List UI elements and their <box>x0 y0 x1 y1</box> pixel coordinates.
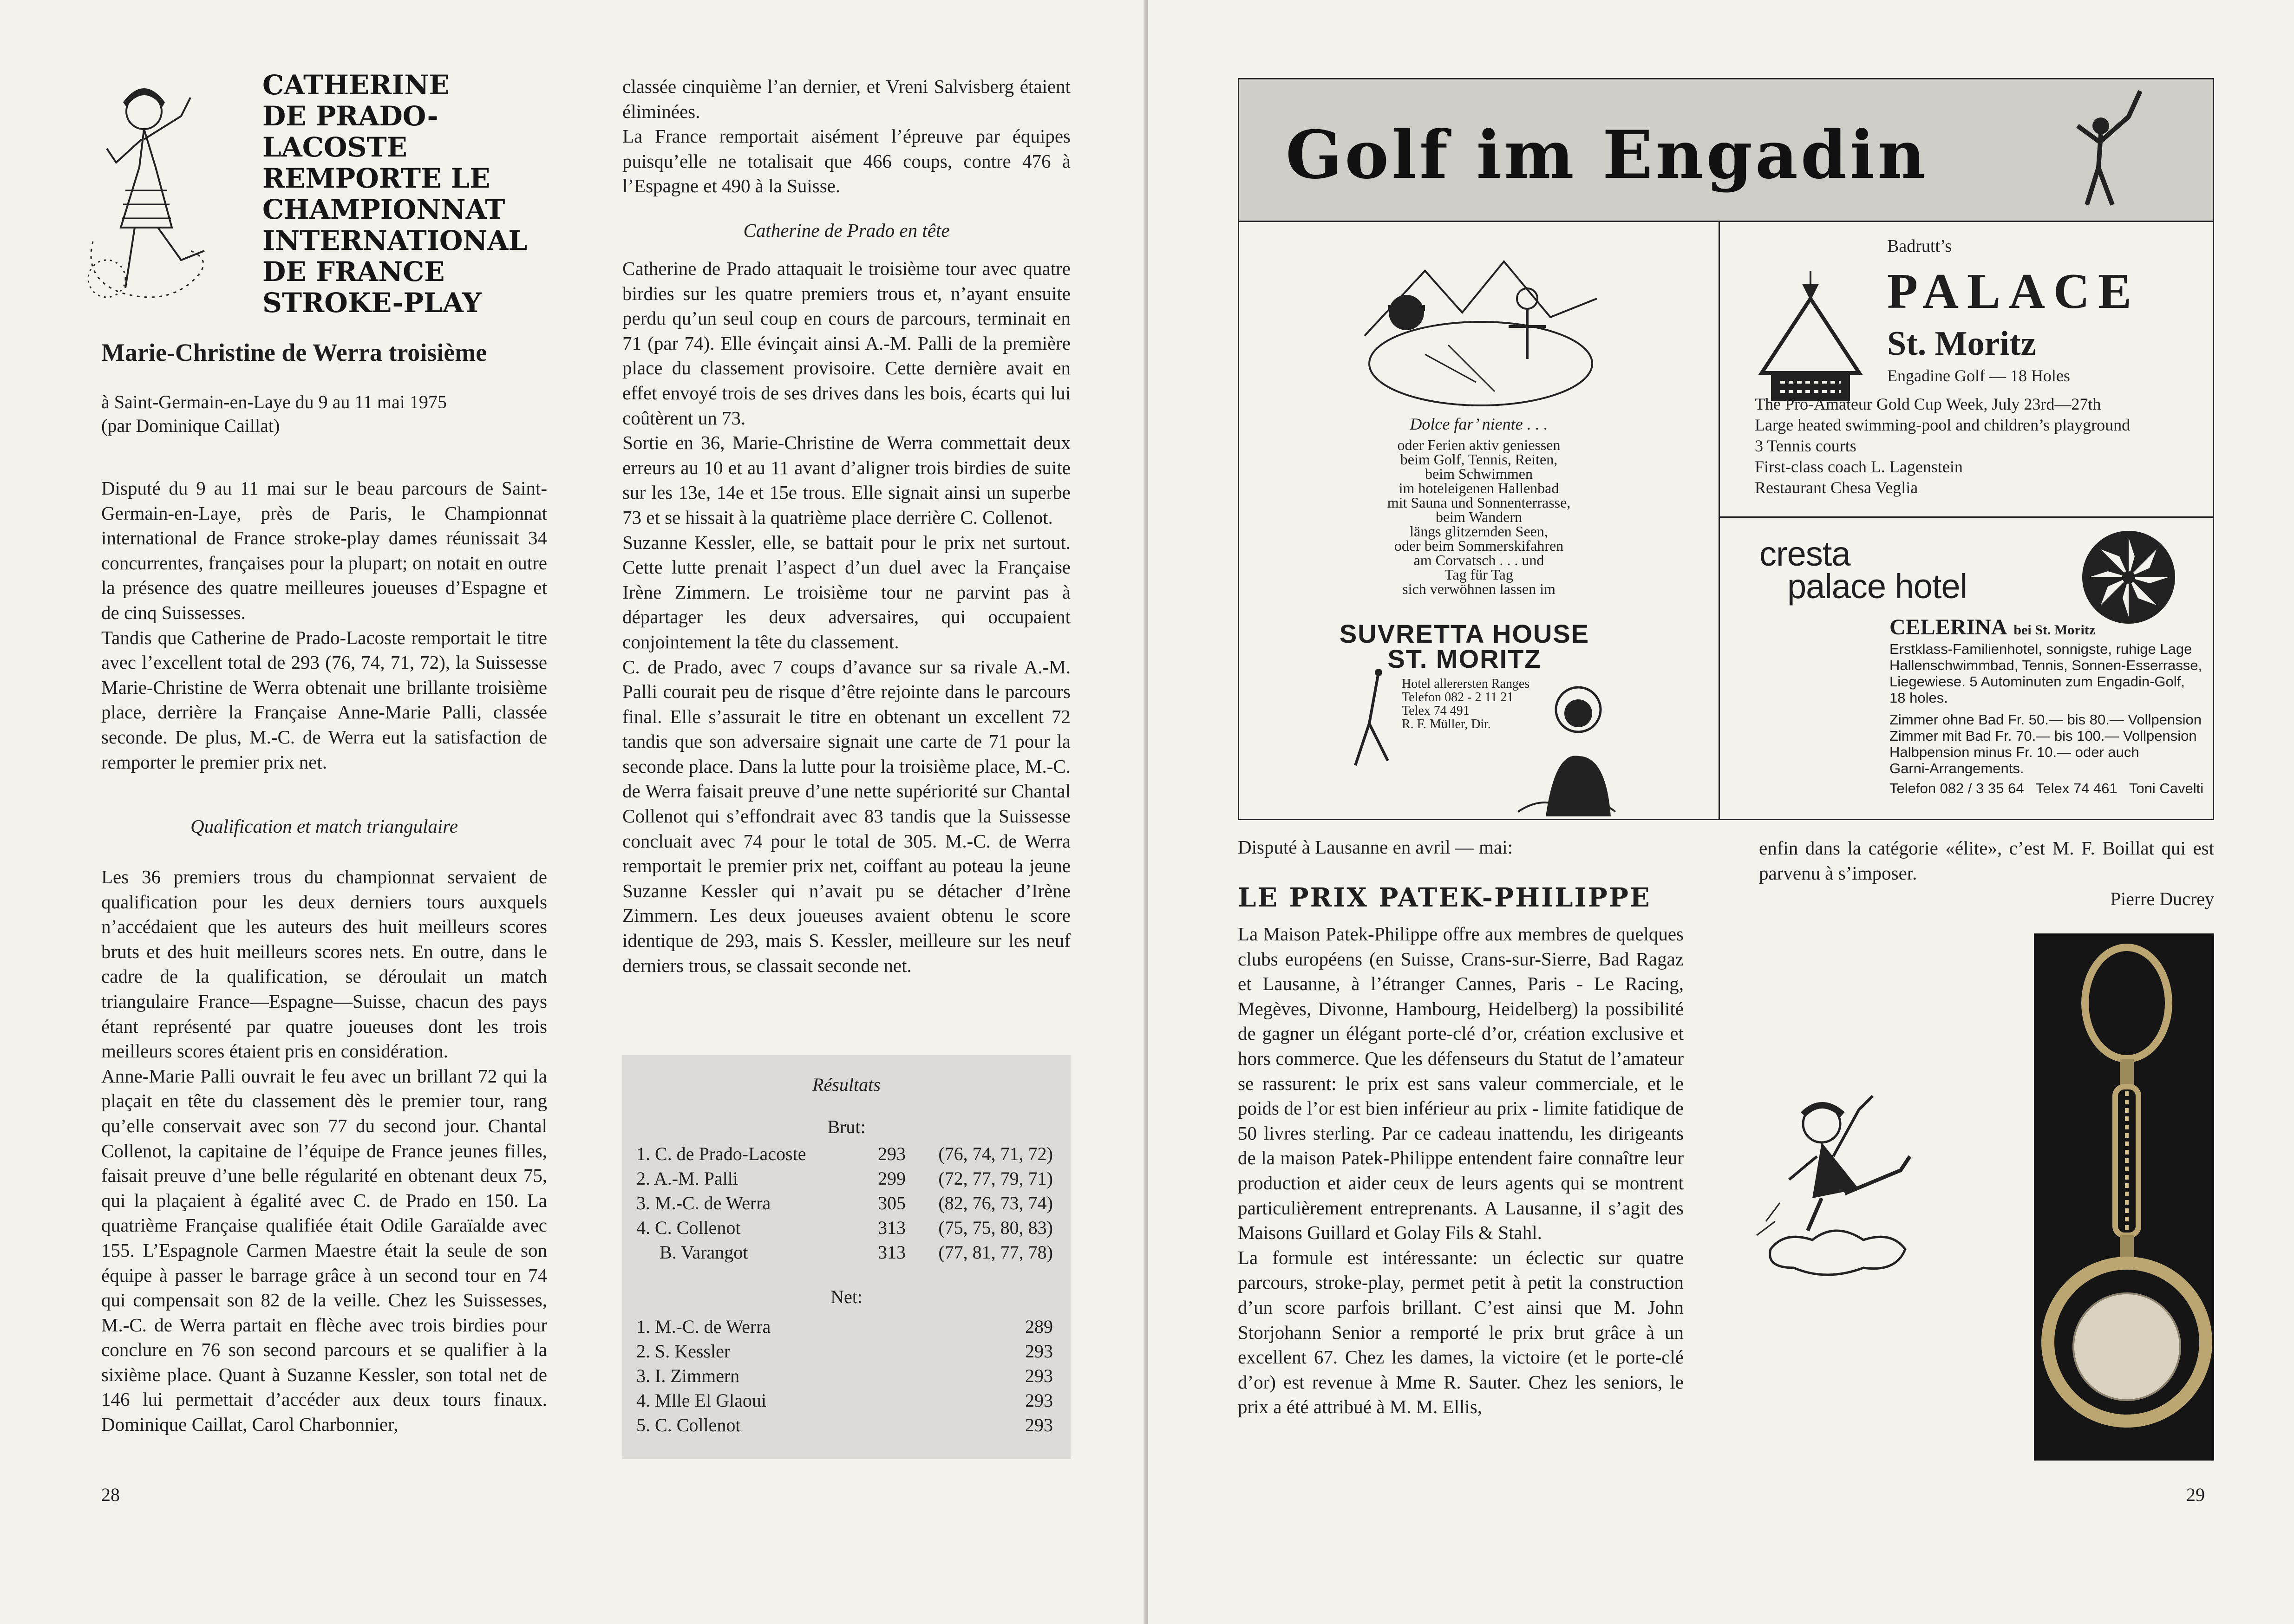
headline-line: INTERNATIONAL <box>262 225 528 256</box>
keyring-photo <box>2034 933 2214 1461</box>
net-label: Net: <box>830 1286 863 1307</box>
paragraph: Les 36 premiers trous du championnat servaient de qualification pour les deux derniers tours auxquels n’accédaient que les auteurs des huit meilleurs scores bruts et des huit meilleurs scores nets. En outre, dans le cadre de la qualification, se déroulait un match triangulaire France—Espagne—Suisse, chacun des pays étant représenté par quatre joueuses dont les trois meilleurs scores étaient pris en considération. <box>101 866 547 1062</box>
net-result-row <box>622 1314 1053 1339</box>
suvretta-contact-line: Telex 74 491 <box>1402 704 1470 718</box>
suvretta-contact-line: R. F. Müller, Dir. <box>1402 717 1491 731</box>
suvretta-line: im hoteleigenen Hallenbad <box>1399 480 1559 496</box>
paragraph: La formule est intéressante: un éclectic sur quatre parcours, stroke-play, permet petit à petit la construction d’un score parfois brillant. C’est ainsi que M. John Storjohann Senior a remporté le prix brut grâce à un excellent 67. Chez les dames, la victoire (et le porte-clé d’or) est revenue à Mme R. Sauter. Chez les seniors, le prix a été attribué à M. M. Ellis, <box>1238 1246 1684 1418</box>
paragraph: C. de Prado, avec 7 coups d’avance sur sa rivale A.-M. Palli courait peu de risque d’être rejointe dans le parcours final. Elle s’assurait le titre en obtenant un excellent 72 tandis que son adversaire signait une carte de 71 pour la seconde place. Dans la lutte pour la troisième place, M.-C. de Werra faisait preuve d’une nette supériorité sur Chantal Collenot qui s’effondrait avec 83 tandis que la Suissesse concluait avec 74 pour le total de 305. M.-C. de Werra remportait le premier prix net, coiffant au poteau la jeune Suzanne Kessler qui n’avait pu se détacher d’Irène Zimmern. Les deux joueuses avaient obtenu le score identique de 293, mais S. Kessler, meilleure sur les neuf derniers trous, se classait seconde net. <box>622 656 1071 976</box>
palace-line: The Pro-Amateur Gold Cup Week, July 23rd—27th <box>1755 395 2101 413</box>
paragraph: classée cinquième l’an dernier, et Vreni Salvisberg étaient éliminées. <box>622 76 1071 122</box>
suvretta-line: Tag für Tag <box>1444 566 1513 583</box>
brut-rounds: (82, 76, 73, 74) <box>938 1193 1053 1213</box>
brut-rounds: (72, 77, 79, 71) <box>938 1168 1053 1189</box>
bather-illustration <box>1509 677 1620 816</box>
article-column-2: enfin dans la catégorie «élite», c’est M. F. Boillat qui est parvenu à s’imposer. <box>1759 837 2214 884</box>
article-title: LE PRIX PATEK-PHILIPPE <box>1238 882 1651 913</box>
cresta-name-line: palace hotel <box>1787 567 1967 606</box>
paragraph: Anne-Marie Palli ouvrait le feu avec un brillant 72 qui la plaçait en tête du classement dès le premier tour, rang qu’elle conservait avec son 77 du second jour. Chantal Collenot, la capitaine de l’équipe de France jeunes filles, faisait preuve d’une belle régularité en obtenant deux 75, qui la plaçaient à égalité avec C. de Prado en 150. La quatrième Française qualifiée était Odile Garaïalde avec 155. L’Espagnole Carmen Maestre était la seule de son équipe à passer le barrage grâce à un second tour en 74 qui compensait son 82 de la veille. Chez les Suissesses, M.-C. de Werra partait en flèche avec trois birdies pour conclure en 76 son second parcours et se qualifier à la sixième place. Quant à Suzanne Kessler, son total net de 146 lui permettait d’accéder aux deux tours finaux. Dominique Caillat, Carol Charbonnier, <box>101 1065 547 1435</box>
cresta-town-row <box>1889 614 2095 640</box>
suvretta-line: längs glitzernden Seen, <box>1410 523 1548 540</box>
palace-line: 3 Tennis courts <box>1755 437 1856 455</box>
brut-rounds: (77, 81, 77, 78) <box>938 1242 1053 1263</box>
headline-line: DE PRADO-LACOSTE <box>262 100 438 163</box>
palace-tower-logo <box>1757 266 1864 405</box>
cresta-name-line: cresta <box>1759 535 1850 573</box>
cresta-star-logo <box>2080 528 2177 626</box>
suvretta-illustration <box>1355 243 1606 424</box>
palace-line: First-class coach L. Lagenstein <box>1755 457 1963 476</box>
article-kicker: Disputé à Lausanne en avril — mai: <box>1238 836 1513 858</box>
net-name: 1. M.-C. de Werra <box>636 1316 771 1337</box>
palace-line: Large heated swimming-pool and children’s playground <box>1755 416 2131 434</box>
cresta-contact: Telefon 082 / 3 35 64 Telex 74 461 Toni Cavelti <box>1889 780 2204 796</box>
headline-line: CHAMPIONNAT <box>262 194 505 225</box>
suvretta-contact-line: Telefon 082 - 2 11 21 <box>1402 690 1514 704</box>
paragraph: Suzanne Kessler, elle, se battait pour le prix net surtout. Cette lutte prenait l’aspect d’un duel avec la Française Irène Zimmern. Le troisième tour ne parvint pas à départager les deux adversaires, qui occupaient conjointement la tête du classement. <box>622 531 1071 652</box>
net-result-row <box>622 1388 1053 1413</box>
suvretta-name <box>1325 621 1604 672</box>
net-result-row <box>622 1363 1053 1388</box>
cresta-line: Hallenschwimmbad, Tennis, Sonnen-Esserrasse, <box>1889 657 2203 673</box>
net-name: 4. Mlle El Glaoui <box>636 1390 766 1411</box>
cresta-town: CELERINA <box>1889 615 2007 639</box>
page-number: 28 <box>101 1484 120 1505</box>
page-number: 29 <box>2186 1484 2205 1505</box>
headline-line: DE FRANCE <box>262 256 445 287</box>
golf-banner <box>1238 78 2214 222</box>
net-name: 3. I. Zimmern <box>636 1365 740 1386</box>
brut-results-list <box>622 1138 1071 1265</box>
brut-name: 2. A.-M. Palli <box>636 1168 738 1189</box>
paragraph: Catherine de Prado attaquait le troisième tour avec quatre birdies sur les quatre premiers trous et, n’ayant ensuite perdu qu’un seul coup en cours de parcours, terminait en 71 (par 74). Elle évinçait ainsi A.-M. Palli de la première place du classement provisoire. Cette dernière avait en effet envoyé trois de ses drives dans les bois, écarts qui lui coûtèrent un 73. <box>622 258 1071 429</box>
brut-total: 305 <box>878 1193 906 1213</box>
right-page <box>1148 0 2294 1624</box>
paragraph: Disputé du 9 au 11 mai sur le beau parcours de Saint-Germain-en-Laye, près de Paris, le Championnat international de France stroke-play dames réunissait 34 concurrentes, françaises pour la plupart; on notait en outre la présence des quatre meilleures joueuses d’Espagne et de cinq Suissesses. <box>101 477 547 623</box>
gold-keyring-image <box>2034 933 2214 1461</box>
headline-line: REMPORTE LE <box>262 163 490 194</box>
net-total: 293 <box>1025 1390 1053 1411</box>
suvretta-line: beim Wandern <box>1435 509 1523 525</box>
net-result-row <box>622 1339 1053 1363</box>
column-1-top <box>101 476 547 775</box>
net-total: 293 <box>1025 1341 1053 1362</box>
cresta-line: 18 holes. <box>1889 690 1948 706</box>
suvretta-line: oder beim Sommerskifahren <box>1394 537 1564 554</box>
subheadline: Marie-Christine de Werra troisième <box>101 339 487 366</box>
suvretta-line: oder Ferien aktiv geniessen <box>1397 437 1561 453</box>
palace-details <box>1755 394 2130 498</box>
section-title-qualification: Qualification et match triangulaire <box>190 815 458 837</box>
left-page <box>0 0 1146 1624</box>
brut-result-row <box>622 1166 1053 1191</box>
paragraph: Tandis que Catherine de Prado-Lacoste remportait le titre avec l’excellent total de 293 (76, 74, 71, 72), la Suissesse Marie-Christine de Werra obtenait une brillante troisième place, derrière la Française Anne-Marie Palli, classée seconde. De plus, M.-C. de Werra eut la satisfaction de remporter le premier prix net. <box>101 626 547 773</box>
net-result-row <box>622 1413 1053 1437</box>
cresta-town-suffix: bei St. Moritz <box>2013 622 2096 638</box>
column-2-top <box>622 74 1071 199</box>
brut-result-row <box>622 1191 1053 1215</box>
headline-line: STROKE-PLAY <box>262 287 482 319</box>
article-column-1 <box>1238 922 1684 1420</box>
palace-golf: Engadine Golf — 18 Holes <box>1887 366 2070 385</box>
suvretta-line: beim Golf, Tennis, Reiten, <box>1400 451 1558 468</box>
ski-figure-icon <box>1351 668 1392 770</box>
cresta-details <box>1889 641 2203 796</box>
suvretta-name-line: ST. MORITZ <box>1387 644 1542 673</box>
dateline-line: (par Dominique Caillat) <box>101 415 280 436</box>
brut-name: B. Varangot <box>660 1242 748 1263</box>
brut-name: 1. C. de Prado-Lacoste <box>636 1143 806 1164</box>
brut-name: 4. C. Collenot <box>636 1217 741 1238</box>
net-name: 2. S. Kessler <box>636 1341 731 1362</box>
cresta-name <box>1759 535 1967 606</box>
brut-total: 293 <box>878 1143 906 1164</box>
suvretta-name-line: SUVRETTA HOUSE <box>1339 619 1590 648</box>
column-2-bottom <box>622 256 1071 978</box>
suvretta-text <box>1239 417 1719 596</box>
palace-line: Restaurant Chesa Veglia <box>1755 478 1918 497</box>
headline <box>262 70 560 319</box>
article-author: Pierre Ducrey <box>2110 888 2214 909</box>
suvretta-line: am Corvatsch . . . und <box>1413 552 1544 568</box>
paragraph: La France remportait aisément l’épreuve par équipes puisqu’elle ne totalisait que 466 coups, contre 476 à l’Espagne et 490 à la Suisse. <box>622 125 1071 197</box>
palace-owner: Badrutt’s <box>1887 236 1952 256</box>
golfer-swing-icon <box>2059 89 2143 214</box>
brut-result-row <box>622 1215 1053 1240</box>
results-box <box>622 1055 1071 1459</box>
brut-result-row <box>622 1141 1053 1166</box>
cresta-price: Garni-Arrangements. <box>1889 760 2024 776</box>
suvretta-contact-line: Hotel allerersten Ranges <box>1402 677 1530 691</box>
dateline-line: à Saint-Germain-en-Laye du 9 au 11 mai 1975 <box>101 391 447 412</box>
headline-line: CATHERINE <box>262 69 450 101</box>
brut-rounds: (75, 75, 80, 83) <box>938 1217 1053 1238</box>
palace-city: St. Moritz <box>1887 325 2036 363</box>
suvretta-line: mit Sauna und Sonnenterrasse, <box>1387 494 1571 511</box>
dateline <box>101 390 447 437</box>
brut-result-row <box>622 1240 1053 1265</box>
banner-title: Golf im Engadin <box>1286 117 1928 194</box>
brut-label: Brut: <box>827 1116 866 1137</box>
brut-name: 3. M.-C. de Werra <box>636 1193 771 1213</box>
brut-rounds: (76, 74, 71, 72) <box>938 1143 1053 1164</box>
paragraph: Sortie en 36, Marie-Christine de Werra commettait deux erreurs au 10 et au 11 avant d’aligner trois birdies de suite sur les 13e, 14e et 15e trous. Elle signait ainsi un superbe 73 et se hissait à la quatrième place derrière C. Collenot. <box>622 432 1071 528</box>
suvretta-tagline: Dolce far’ niente . . . <box>1410 415 1548 433</box>
results-title: Résultats <box>812 1074 881 1095</box>
cresta-price: Zimmer mit Bad Fr. 70.— bis 100.— Vollpension <box>1889 728 2197 744</box>
suvretta-line: beim Schwimmen <box>1425 465 1533 482</box>
palace-name: PALACE <box>1887 264 2140 319</box>
flapper-dancer-illustration <box>74 74 237 316</box>
brut-total: 313 <box>878 1217 906 1238</box>
hotel-ads-box <box>1238 222 2214 820</box>
suvretta-line: sich verwöhnen lassen im <box>1402 580 1555 597</box>
brut-total: 299 <box>878 1168 906 1189</box>
net-total: 293 <box>1025 1415 1053 1435</box>
brut-total: 313 <box>878 1242 906 1263</box>
paragraph: La Maison Patek-Philippe offre aux membres de quelques clubs européens (en Suisse, Crans-sur-Sierre, Bad Ragaz et Lausanne, à l’étranger Cannes, Paris - Le Racing, Megèves, Divonne, Hambourg, Heidelberg) la possibilité de gagner un élégant porte-clé d’or, création exclusive et hors commerce. Que les défenseurs du Statut de l’amateur se rassurent: le prix est sans valeur commerciale, et le poids de l’or est bien inférieur au prix - limite fatidique de 50 livres sterling. Par ce cadeau inattendu, les dirigeants de la maison Patek-Philippe entendent faire connaître leur production et aider ceux de leurs agents qui se montrent particulièrement entreprenants. A Lausanne, il s’agit des Maisons Guillard et Golay Fils & Stahl. <box>1238 923 1684 1244</box>
net-total: 289 <box>1025 1316 1053 1337</box>
cresta-line: Erstklass-Familienhotel, sonnigste, ruhige Lage <box>1889 641 2192 657</box>
cresta-price: Halbpension minus Fr. 10.— oder auch <box>1889 744 2139 760</box>
net-total: 293 <box>1025 1365 1053 1386</box>
net-name: 5. C. Collenot <box>636 1415 741 1435</box>
column-1-bottom <box>101 865 547 1437</box>
net-results-list <box>622 1308 1071 1437</box>
section-title-prado: Catherine de Prado en tête <box>743 220 950 241</box>
cresta-price: Zimmer ohne Bad Fr. 50.— bis 80.— Vollpension <box>1889 711 2202 728</box>
golfer-cartoon-illustration <box>1752 1082 1933 1286</box>
cresta-line: Liegewiese. 5 Autominuten zum Engadin-Golf, <box>1889 673 2185 690</box>
